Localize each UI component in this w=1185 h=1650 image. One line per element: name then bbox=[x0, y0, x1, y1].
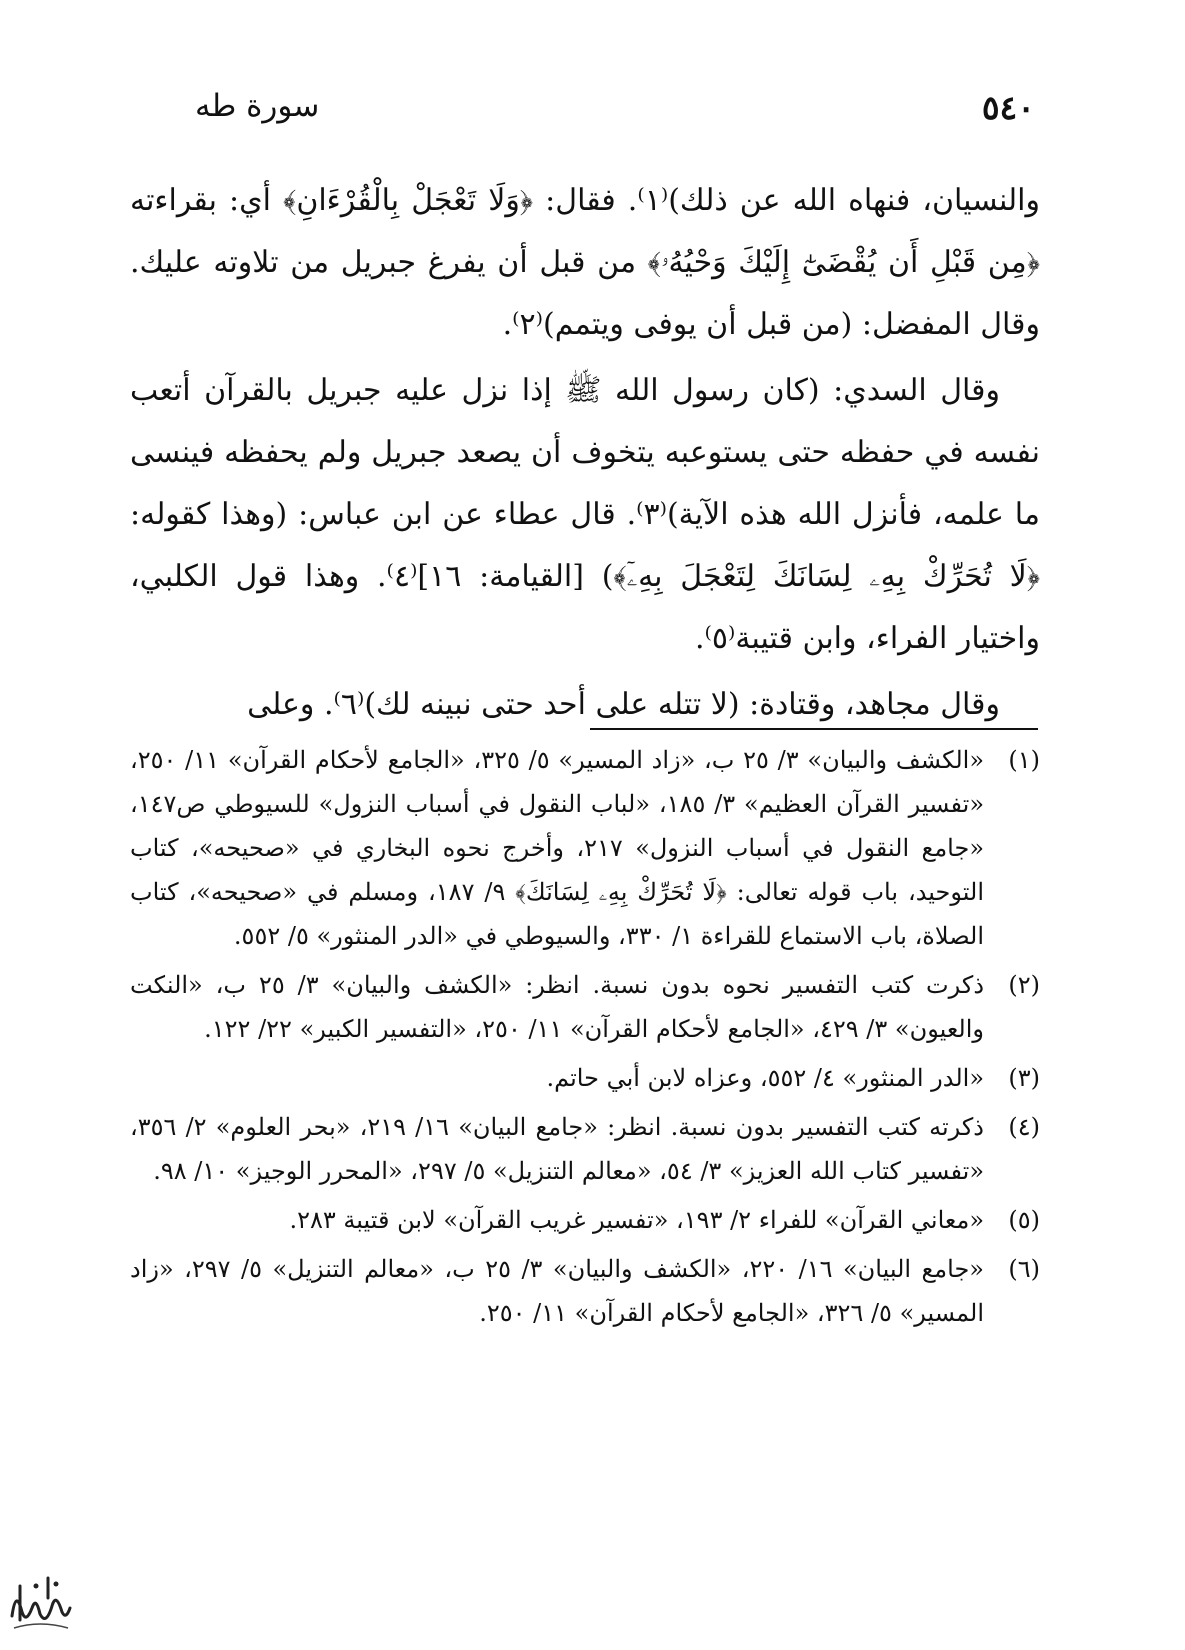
footnote-text: «الدر المنثور» ٤/ ٥٥٢، وعزاه لابن أبي حاتم. bbox=[546, 1064, 984, 1092]
footnotes bbox=[130, 738, 1040, 1340]
paragraph: وقال مجاهد، وقتادة: (لا تتله على أحد حتى نبينه لك)⁽٦⁾. وعلى bbox=[247, 687, 1000, 722]
footnote bbox=[130, 1198, 1040, 1242]
footnote-text: ذكرته كتب التفسير بدون نسبة. انظر: «جامع البيان» ١٦/ ٢١٩، «بحر العلوم» ٢/ ٣٥٦، «تفسير كتاب الله العزيز» ٣/ ٥٤، «معالم التنزيل» ٥/ ٢٩٧، «المحرر الوجيز» ١٠/ ٩٨. bbox=[130, 1113, 984, 1185]
footnote-separator bbox=[590, 728, 1038, 730]
running-title: سورة طه bbox=[195, 88, 320, 124]
footnote bbox=[130, 1105, 1040, 1193]
main-text bbox=[130, 170, 1040, 740]
library-logo-icon bbox=[6, 1568, 74, 1636]
footnote-text: «الكشف والبيان» ٣/ ٢٥ ب، «زاد المسير» ٥/ ٣٢٥، «الجامع لأحكام القرآن» ١١/ ٢٥٠، «تفسير القرآن العظيم» ٣/ ١٨٥، «لباب النقول في أسباب النزول» للسيوطي ص١٤٧، «جامع النقول في أسباب النزول» ٢١٧، وأخرج نحوه البخاري في «صحيحه»، كتاب التوحيد، باب قوله تعالى: ﴿لَا تُحَرِّكْ بِهِۦ لِسَانَكَ﴾ ٩/ ١٨٧، ومسلم في «صحيحه»، كتاب الصلاة، باب الاستماع للقراءة ١/ ٣٣٠، والسيوطي في «الدر المنثور» ٥/ ٥٥٢. bbox=[130, 746, 985, 950]
footnote-number: (٢) bbox=[1008, 971, 1040, 999]
footnote bbox=[130, 738, 1040, 958]
footnote-number: (٦) bbox=[1008, 1255, 1040, 1283]
footnote-number: (٥) bbox=[1008, 1206, 1040, 1234]
footnote-text: ذكرت كتب التفسير نحوه بدون نسبة. انظر: «الكشف والبيان» ٣/ ٢٥ ب، «النكت والعيون» ٣/ ٤٢٩، «الجامع لأحكام القرآن» ١١/ ٢٥٠، «التفسير الكبير» ٢٢/ ١٢٢. bbox=[130, 971, 985, 1043]
footnote bbox=[130, 963, 1040, 1051]
footnote-number: (٤) bbox=[1008, 1113, 1040, 1141]
footnote-number: (١) bbox=[1008, 746, 1040, 774]
footnote bbox=[130, 1247, 1040, 1335]
paragraph: والنسيان، فنهاه الله عن ذلك)⁽١⁾. فقال: ﴿وَلَا تَعْجَلْ بِالْقُرْءَانِ﴾ أي: بقراءته ﴿مِن قَبْلِ أَن يُقْضَىٰٓ إِلَيْكَ وَحْيُهُۥ﴾ من قبل أن يفرغ جبريل من تلاوته عليك. وقال المفضل: (من قبل أن يوفى ويتمم)⁽٢⁾. bbox=[130, 183, 1040, 342]
footnote-text: «معاني القرآن» للفراء ٢/ ١٩٣، «تفسير غريب القرآن» لابن قتيبة ٢٨٣. bbox=[289, 1206, 984, 1234]
footnote-text: «جامع البيان» ١٦/ ٢٢٠، «الكشف والبيان» ٣/ ٢٥ ب، «معالم التنزيل» ٥/ ٢٩٧، «زاد المسير» ٥/ ٣٢٦، «الجامع لأحكام القرآن» ١١/ ٢٥٠. bbox=[130, 1255, 984, 1327]
page-header bbox=[195, 88, 1035, 148]
footnote bbox=[130, 1056, 1040, 1100]
footnote-number: (٣) bbox=[1008, 1064, 1040, 1092]
page-number: ٥٤٠ bbox=[981, 88, 1035, 127]
paragraph: وقال السدي: (كان رسول الله ﷺ إذا نزل عليه جبريل بالقرآن أتعب نفسه في حفظه حتى يستوعبه يتخوف أن يصعد جبريل ولم يحفظه فينسى ما علمه، فأنزل الله هذه الآية)⁽٣⁾. قال عطاء عن ابن عباس: (وهذا كقوله: ﴿لَا تُحَرِّكْ بِهِۦ لِسَانَكَ لِتَعْجَلَ بِهِۦٓ﴾) [القيامة: ١٦]⁽٤⁾. وهذا قول الكلبي، واختيار الفراء، وابن قتيبة⁽٥⁾. bbox=[130, 373, 1041, 656]
